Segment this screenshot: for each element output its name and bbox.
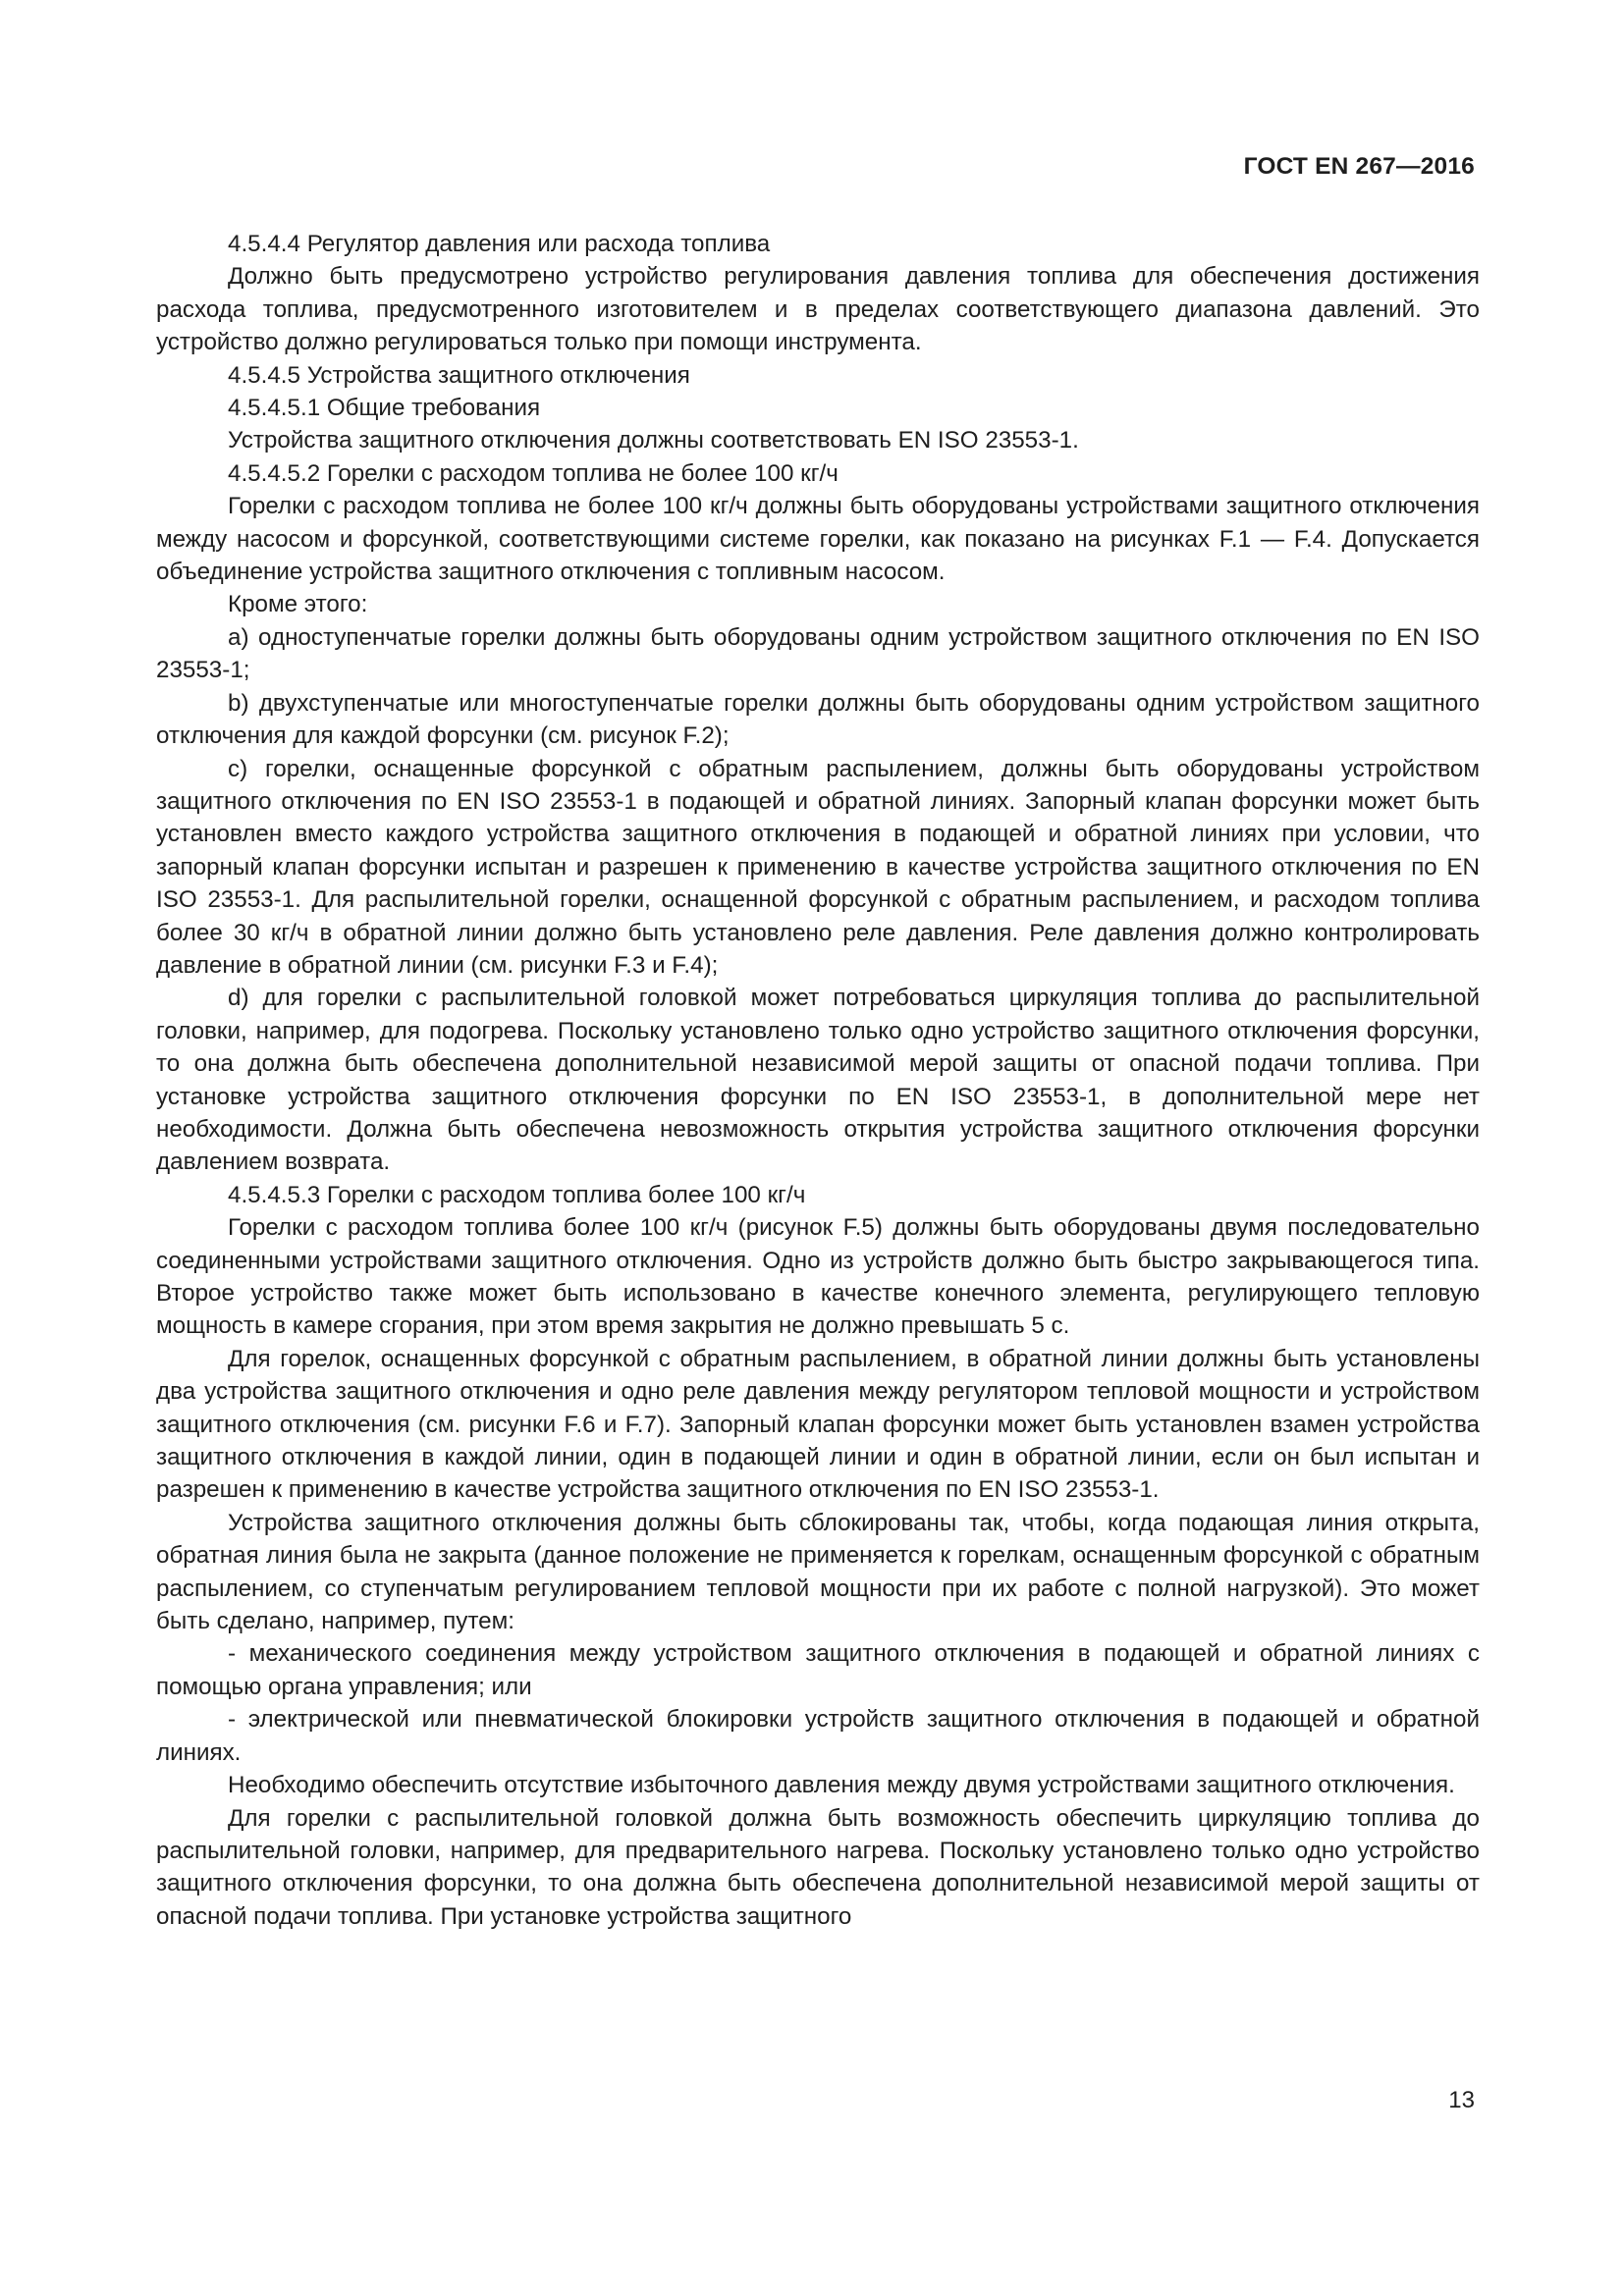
paragraph: Должно быть предусмотрено устройство регулирования давления топлива для обеспечения достижения расхода топлива, предусмотренного изготовителем и в пределах соответствующего диапазона давлений. Это устройство должно регулироваться только при помощи инструмента. <box>156 263 1480 356</box>
list-item-d: d) для горелки с распылительной головкой может потребоваться циркуляция топлива до распылительной головки, например, для подогрева. Поскольку установлено только одно устройство защитного отключения форсунки, то она должна быть обеспечена дополнительной независимой мерой защиты от опасной подачи топлива. При установке устройства защитного отключения форсунки по EN ISO 23553-1, в дополнительной мере нет необходимости. Должна быть обеспечена невозможность открытия устройства защитного отключения форсунки давлением возврата. <box>156 985 1480 1176</box>
paragraph: Устройства защитного отключения должны соответствовать EN ISO 23553-1. <box>228 427 1079 454</box>
list-item-c: с) горелки, оснащенные форсункой с обратным распылением, должны быть оборудованы устройством защитного отключения по EN ISO 23553-1 в подающей и обратной линиях. Запорный клапан форсунки может быть установлен вместо каждого устройства защитного отключения в подающей и обратной линиях при условии, что запорный клапан форсунки испытан и разрешен к применению в качестве устройства защитного отключения по EN ISO 23553-1. Для распылительной горелки, оснащенной форсункой с обратным распылением, и расходом топлива более 30 кг/ч в обратной линии должно быть установлено реле давления. Реле давления должно контролировать давление в обратной линии (см. рисунки F.3 и F.4); <box>156 755 1480 979</box>
document-body <box>156 228 1480 1933</box>
paragraph: Кроме этого: <box>228 591 368 618</box>
page-number: 13 <box>1448 2087 1475 2113</box>
dash-list-item: - механического соединения между устройством защитного отключения в подающей и обратной линиях с помощью органа управления; или <box>156 1640 1480 1700</box>
clause-4-5-4-4-heading: 4.5.4.4 Регулятор давления или расхода топлива <box>228 231 771 257</box>
paragraph: Для горелок, оснащенных форсункой с обратным распылением, в обратной линии должны быть установлены два устройства защитного отключения и одно реле давления между регулятором тепловой мощности и устройством защитного отключения (см. рисунки F.6 и F.7). Запорный клапан форсунки может быть установлен взамен устройства защитного отключения в каждой линии, один в подающей линии и один в обратной линии, если он был испытан и разрешен к применению в качестве устройства защитного отключения по EN ISO 23553-1. <box>156 1345 1480 1504</box>
list-item-b: b) двухступенчатые или многоступенчатые горелки должны быть оборудованы одним устройством защитного отключения для каждой форсунки (см. рисунок F.2); <box>156 689 1480 750</box>
dash-list-item: - электрической или пневматической блокировки устройств защитного отключения в подающей и обратной линиях. <box>156 1706 1480 1766</box>
paragraph: Необходимо обеспечить отсутствие избыточного давления между двумя устройствами защитного отключения. <box>228 1772 1455 1799</box>
clause-4-5-4-5-3-heading: 4.5.4.5.3 Горелки с расходом топлива более 100 кг/ч <box>228 1181 806 1208</box>
paragraph: Горелки с расходом топлива более 100 кг/ч (рисунок F.5) должны быть оборудованы двумя последовательно соединенными устройствами защитного отключения. Одно из устройств должно быть быстро закрывающегося типа. Второе устройство также может быть использовано в качестве конечного элемента, регулирующего тепловую мощность в камере сгорания, при этом время закрытия не должно превышать 5 с. <box>156 1214 1480 1340</box>
clause-4-5-4-5-2-heading: 4.5.4.5.2 Горелки с расходом топлива не более 100 кг/ч <box>228 459 839 487</box>
clause-4-5-4-5-heading: 4.5.4.5 Устройства защитного отключения <box>228 361 690 389</box>
clause-4-5-4-5-1-heading: 4.5.4.5.1 Общие требования <box>228 395 541 422</box>
paragraph: Горелки с расходом топлива не более 100 кг/ч должны быть оборудованы устройствами защитного отключения между насосом и форсункой, соответствующими системе горелки, как показано на рисунках F.1 — F.4. Допускается объединение устройства защитного отключения с топливным насосом. <box>156 493 1480 586</box>
document-header-code: ГОСТ EN 267—2016 <box>1243 153 1475 180</box>
paragraph: Устройства защитного отключения должны быть сблокированы так, чтобы, когда подающая линия открыта, обратная линия была не закрыта (данное положение не применяется к горелкам, оснащенным форсункой с обратным распылением, со ступенчатым регулированием тепловой мощности при их работе с полной нагрузкой). Это может быть сделано, например, путем: <box>156 1509 1480 1635</box>
paragraph: Для горелки с распылительной головкой должна быть возможность обеспечить циркуляцию топлива до распылительной головки, например, для предварительного нагрева. Поскольку установлено только одно устройство защитного отключения форсунки, то она должна быть обеспечена дополнительной независимой мерой защиты от опасной подачи топлива. При установке устройства защитного <box>156 1804 1480 1930</box>
list-item-a: а) одноступенчатые горелки должны быть оборудованы одним устройством защитного отключения по EN ISO 23553-1; <box>156 623 1480 684</box>
